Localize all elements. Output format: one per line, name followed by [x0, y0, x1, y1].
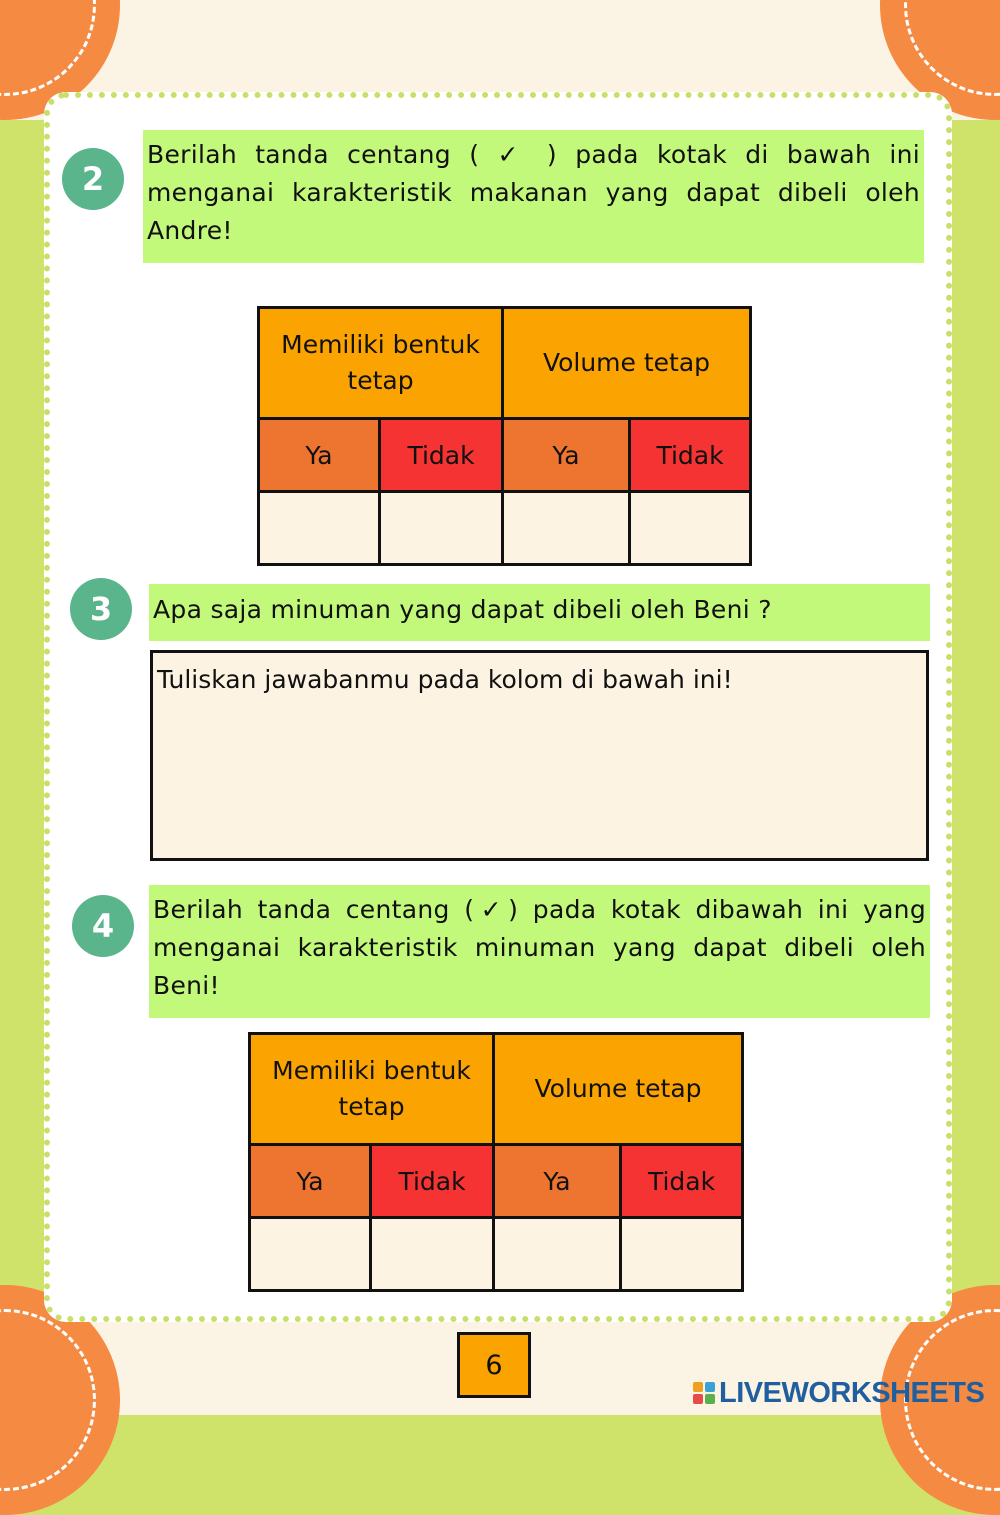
checkbox-cell[interactable] [380, 492, 503, 565]
checkbox-cell[interactable] [250, 1218, 371, 1291]
checkbox-cell[interactable] [494, 1218, 621, 1291]
header-fixed-shape: Memiliki bentuk tetap [259, 308, 503, 419]
brand-text: LIVEWORKSHEETS [719, 1376, 985, 1409]
logo-icon [693, 1382, 715, 1404]
answer-input[interactable]: Tuliskan jawabanmu pada kolom di bawah ini! [150, 650, 929, 861]
question-2-text: Berilah tanda centang ( ✓ ) pada kotak di bawah ini menganai karakteristik makanan yang dapat dibeli oleh Andre! [143, 130, 924, 263]
characteristics-table-4 [248, 1032, 744, 1292]
question-2-number: 2 [62, 148, 124, 210]
characteristics-table-2 [257, 306, 752, 566]
header-fixed-shape: Memiliki bentuk tetap [250, 1034, 494, 1145]
checkbox-cell[interactable] [630, 492, 751, 565]
question-3-text: Apa saja minuman yang dapat dibeli oleh Beni ? [149, 584, 930, 641]
checkbox-cell[interactable] [621, 1218, 743, 1291]
header-fixed-volume: Volume tetap [494, 1034, 743, 1145]
header-no: Tidak [621, 1145, 743, 1218]
checkbox-cell[interactable] [503, 492, 630, 565]
header-fixed-volume: Volume tetap [503, 308, 751, 419]
question-4-number: 4 [72, 895, 134, 957]
question-4-text: Berilah tanda centang (✓) pada kotak dibawah ini yang menganai karakteristik minuman yang dapat dibeli oleh Beni! [149, 885, 930, 1018]
header-yes: Ya [250, 1145, 371, 1218]
header-yes: Ya [259, 419, 380, 492]
header-no: Tidak [630, 419, 751, 492]
question-3-number: 3 [70, 578, 132, 640]
header-no: Tidak [380, 419, 503, 492]
header-yes: Ya [503, 419, 630, 492]
header-yes: Ya [494, 1145, 621, 1218]
page-number: 6 [457, 1332, 531, 1398]
header-no: Tidak [371, 1145, 494, 1218]
checkbox-cell[interactable] [371, 1218, 494, 1291]
checkbox-cell[interactable] [259, 492, 380, 565]
liveworksheets-logo [693, 1375, 984, 1411]
